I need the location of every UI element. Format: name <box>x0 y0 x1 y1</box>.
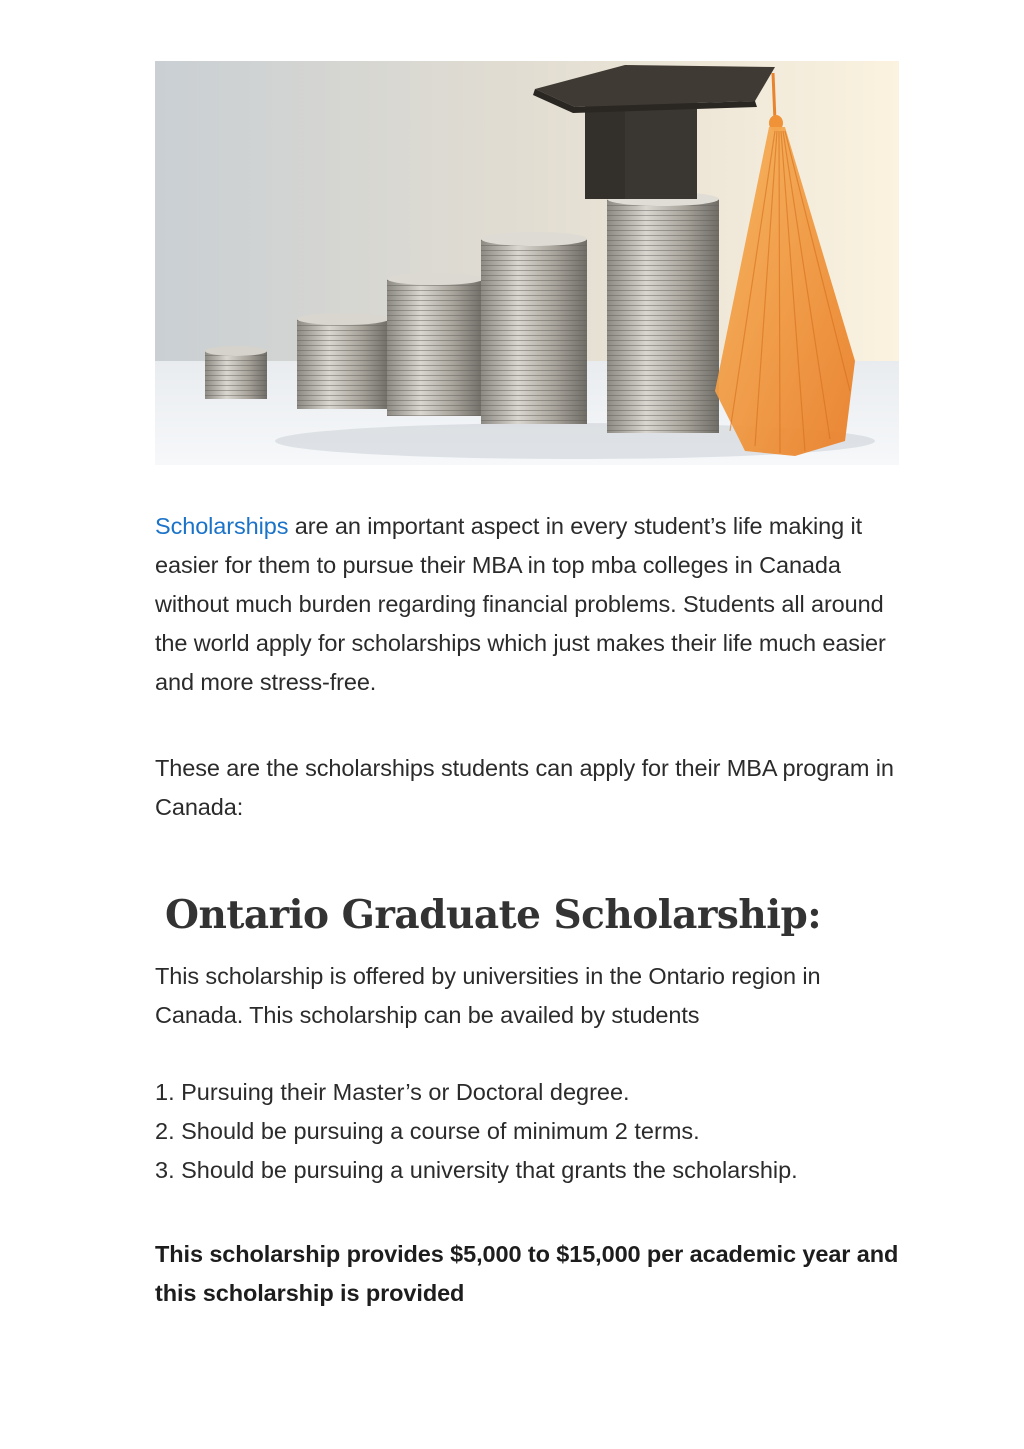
list-item: 3. Should be pursuing a university that grants the scholarship. <box>155 1157 798 1183</box>
list-item: 1. Pursuing their Master’s or Doctoral degree. <box>155 1079 630 1105</box>
highlight-paragraph: This scholarship provides $5,000 to $15,000 per academic year and this scholarship is provided <box>155 1241 899 1306</box>
intro-text: are an important aspect in every student’s life making it easier for them to pursue their MBA in top mba colleges in Canada without much burden regarding financial problems. Students all around the world apply for scholarships which just makes their life much easier and more stress-free. <box>155 513 886 695</box>
coin-stack-5 <box>607 192 719 433</box>
lead-in-paragraph: These are the scholarships students can apply for their MBA program in Canada: <box>155 755 894 820</box>
intro-paragraph <box>155 507 900 702</box>
hero-image <box>155 61 899 465</box>
article-content <box>155 61 900 1313</box>
criteria-list <box>155 1073 900 1190</box>
section-description: This scholarship is offered by universities in the Ontario region in Canada. This scholarship can be availed by students <box>155 963 821 1028</box>
coin-stack-2 <box>297 313 389 409</box>
coin-stack-3 <box>387 273 483 416</box>
section-title: Ontario Graduate Scholarship: <box>165 892 822 938</box>
scholarships-link[interactable]: Scholarships <box>155 513 289 539</box>
list-item: 2. Should be pursuing a course of minimum 2 terms. <box>155 1118 700 1144</box>
coin-stack-1 <box>205 346 267 399</box>
coins-graduation-cap-image <box>155 61 899 465</box>
coin-stack-4 <box>481 232 587 424</box>
